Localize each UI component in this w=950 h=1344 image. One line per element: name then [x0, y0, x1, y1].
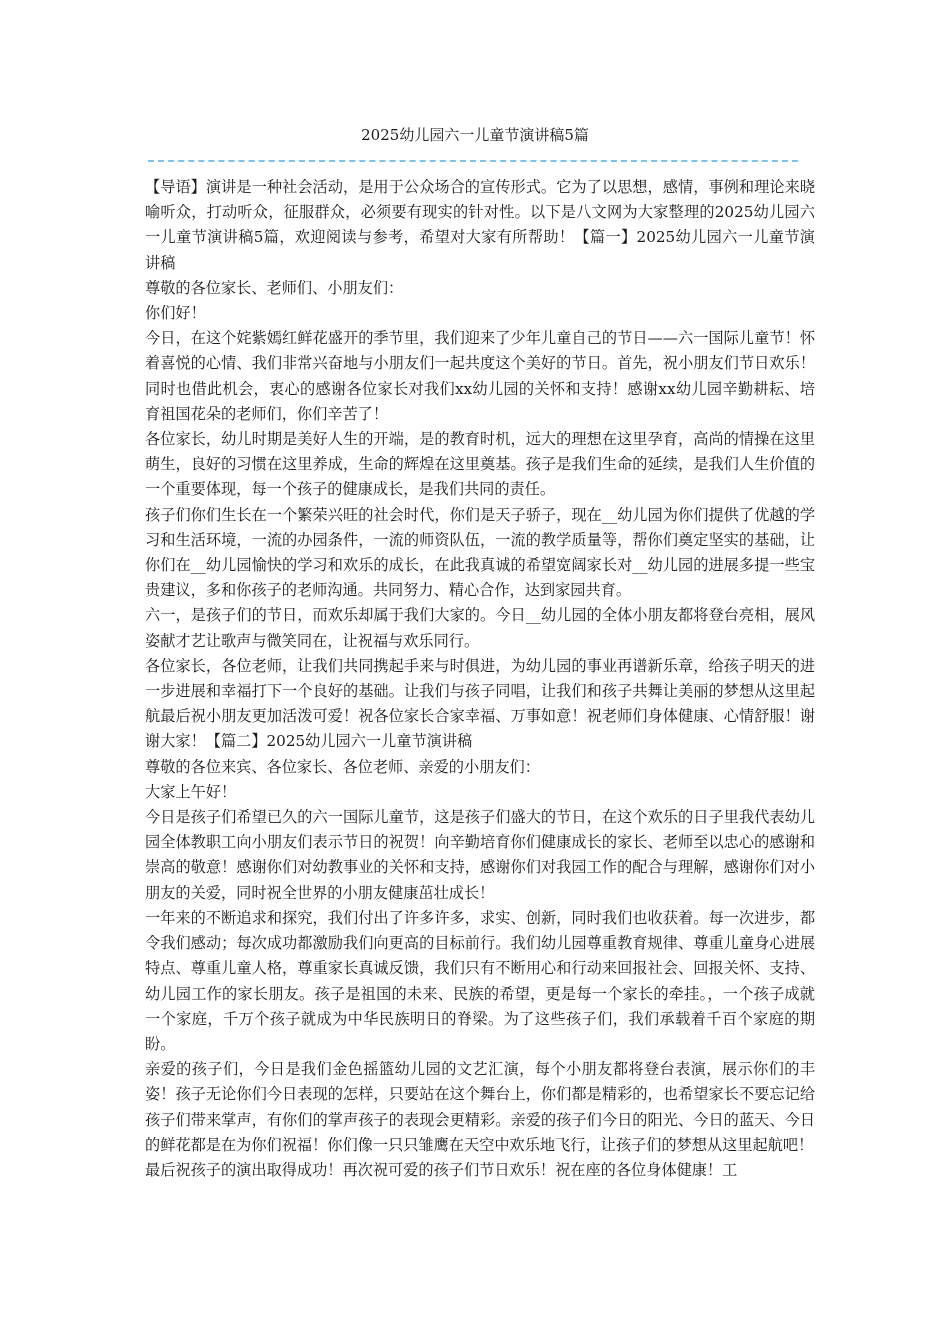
paragraph-intro: 【导语】演讲是一种社会活动，是用于公众场合的宣传形式。它为了以思想，感情，事例和理论来晓喻听众，打动听众，征服群众，必须要有现实的针对性。以下是八文网为大家整理的2025幼儿园六一儿童节演讲稿5篇，欢迎阅读与参考，希望对大家有所帮助！【篇一】2025幼儿园六一儿童节演讲稿 — [145, 178, 815, 272]
paragraph-greeting-2: 尊敬的各位来宾、各位家长、各位老师、亲爱的小朋友们： — [145, 757, 540, 776]
paragraph: 孩子们你们生长在一个繁荣兴旺的社会时代，你们是天子骄子，现在__幼儿园为你们提供了优越的学习和生活环境，一流的办园条件，一流的师资队伍，一流的教学质量等，帮你们奠定坚实的基础，让你们在__幼儿园愉快的学习和欢乐的成长，在此我真诚的希望宽阔家长对__幼儿园的进展多提一些宝贵建议，多和你孩子的老师沟通。共同努力、精心合作，达到家园共育。 — [145, 505, 815, 600]
paragraph: 最后祝孩子的演出取得成功！再次祝可爱的孩子们节日欢乐！祝在座的各位身体健康！工 — [145, 1160, 738, 1179]
paragraph: 各位家长，各位老师，让我们共同携起手来与时俱进，为幼儿园的事业再谱新乐章，给孩子明天的进一步进展和幸福打下一个良好的基础。让我们与孩子同唱，让我们和孩子共舞让美丽的梦想从这里起航最后祝小朋友更加活泼可爱！祝各位家长合家幸福、万事如意！祝老师们身体健康、心情舒服！谢谢大家！【篇二】2025幼儿园六一儿童节演讲稿 — [145, 656, 815, 751]
document-title: 2025幼儿园六一儿童节演讲稿5篇 — [361, 126, 589, 144]
paragraph: 各位家长，幼儿时期是美好人生的开端，是的教育时机，远大的理想在这里孕育，高尚的情操在这里萌生，良好的习惯在这里养成，生命的辉煌在这里奠基。孩子是我们生命的延续，是我们人生价值的一个重要体现，每一个孩子的健康成长，是我们共同的责任。 — [145, 430, 815, 499]
paragraph-hello-2: 大家上午好！ — [145, 782, 237, 801]
paragraph-hello-1: 你们好！ — [145, 304, 206, 323]
paragraph: 今日，在这个姹紫嫣红鲜花盛开的季节里，我们迎来了少年儿童自己的节日——六一国际儿童节！怀着喜悦的心情、我们非常兴奋地与小朋友们一起共度这个美好的节日。首先，祝小朋友们节日欢乐！同时也借此机会，衷心的感谢各位家长对我们xx幼儿园的关怀和支持！感谢xx幼儿园辛勤耕耘、培育祖国花朵的老师们，你们辛苦了！ — [145, 329, 815, 423]
paragraph-greeting-1: 尊敬的各位家长、老师们、小朋友们： — [145, 278, 404, 297]
paragraph: 今日是孩子们希望已久的六一国际儿童节，这是孩子们盛大的节日，在这个欢乐的日子里我代表幼儿园全体教职工向小朋友们表示节日的祝贺！向辛勤培育你们健康成长的家长、老师至以忠心的感谢和崇高的敬意！感谢你们对幼教事业的关怀和支持，感谢你们对我园工作的配合与理解，感谢你们对小朋友的关爱，同时祝全世界的小朋友健康茁壮成长！ — [145, 808, 815, 902]
paragraph: 一年来的不断追求和探究，我们付出了许多许多，求实、创新，同时我们也收获着。每一次进步，都令我们感动；每次成功都激励我们向更高的目标前行。我们幼儿园尊重教育规律、尊重儿童身心进展特点、尊重儿童人格，尊重家长真诚反馈，我们只有不断用心和行动来回报社会、回报关怀、支持、幼儿园工作的家长朋友。孩子是祖国的未来、民族的希望，更是每一个家长的牵挂。，一个孩子成就一个家庭，千万个孩子就成为中华民族明日的脊梁。为了这些孩子们，我们承载着千百个家庭的期盼。 — [145, 908, 815, 1053]
paragraph: 六一，是孩子们的节日，而欢乐却属于我们大家的。今日__幼儿园的全体小朋友都将登台亮相，展风姿献才艺让歌声与微笑同在，让祝福与欢乐同行。 — [145, 606, 815, 650]
document-body — [145, 175, 815, 1183]
title-divider — [148, 160, 798, 162]
paragraph: 亲爱的孩子们，今日是我们金色摇篮幼儿园的文艺汇演，每个小朋友都将登台表演，展示你们的丰姿！孩子无论你们今日表现的怎样，只要站在这个舞台上，你们都是精彩的，也希望家长不要忘记给孩子们带来掌声，有你们的掌声孩子的表现会更精彩。亲爱的孩子们今日的阳光、今日的蓝天、今日的鲜花都是在为你们祝福！你们像一只只雏鹰在天空中欢乐地飞行，让孩子们的梦想从这里起航吧！ — [145, 1060, 815, 1154]
